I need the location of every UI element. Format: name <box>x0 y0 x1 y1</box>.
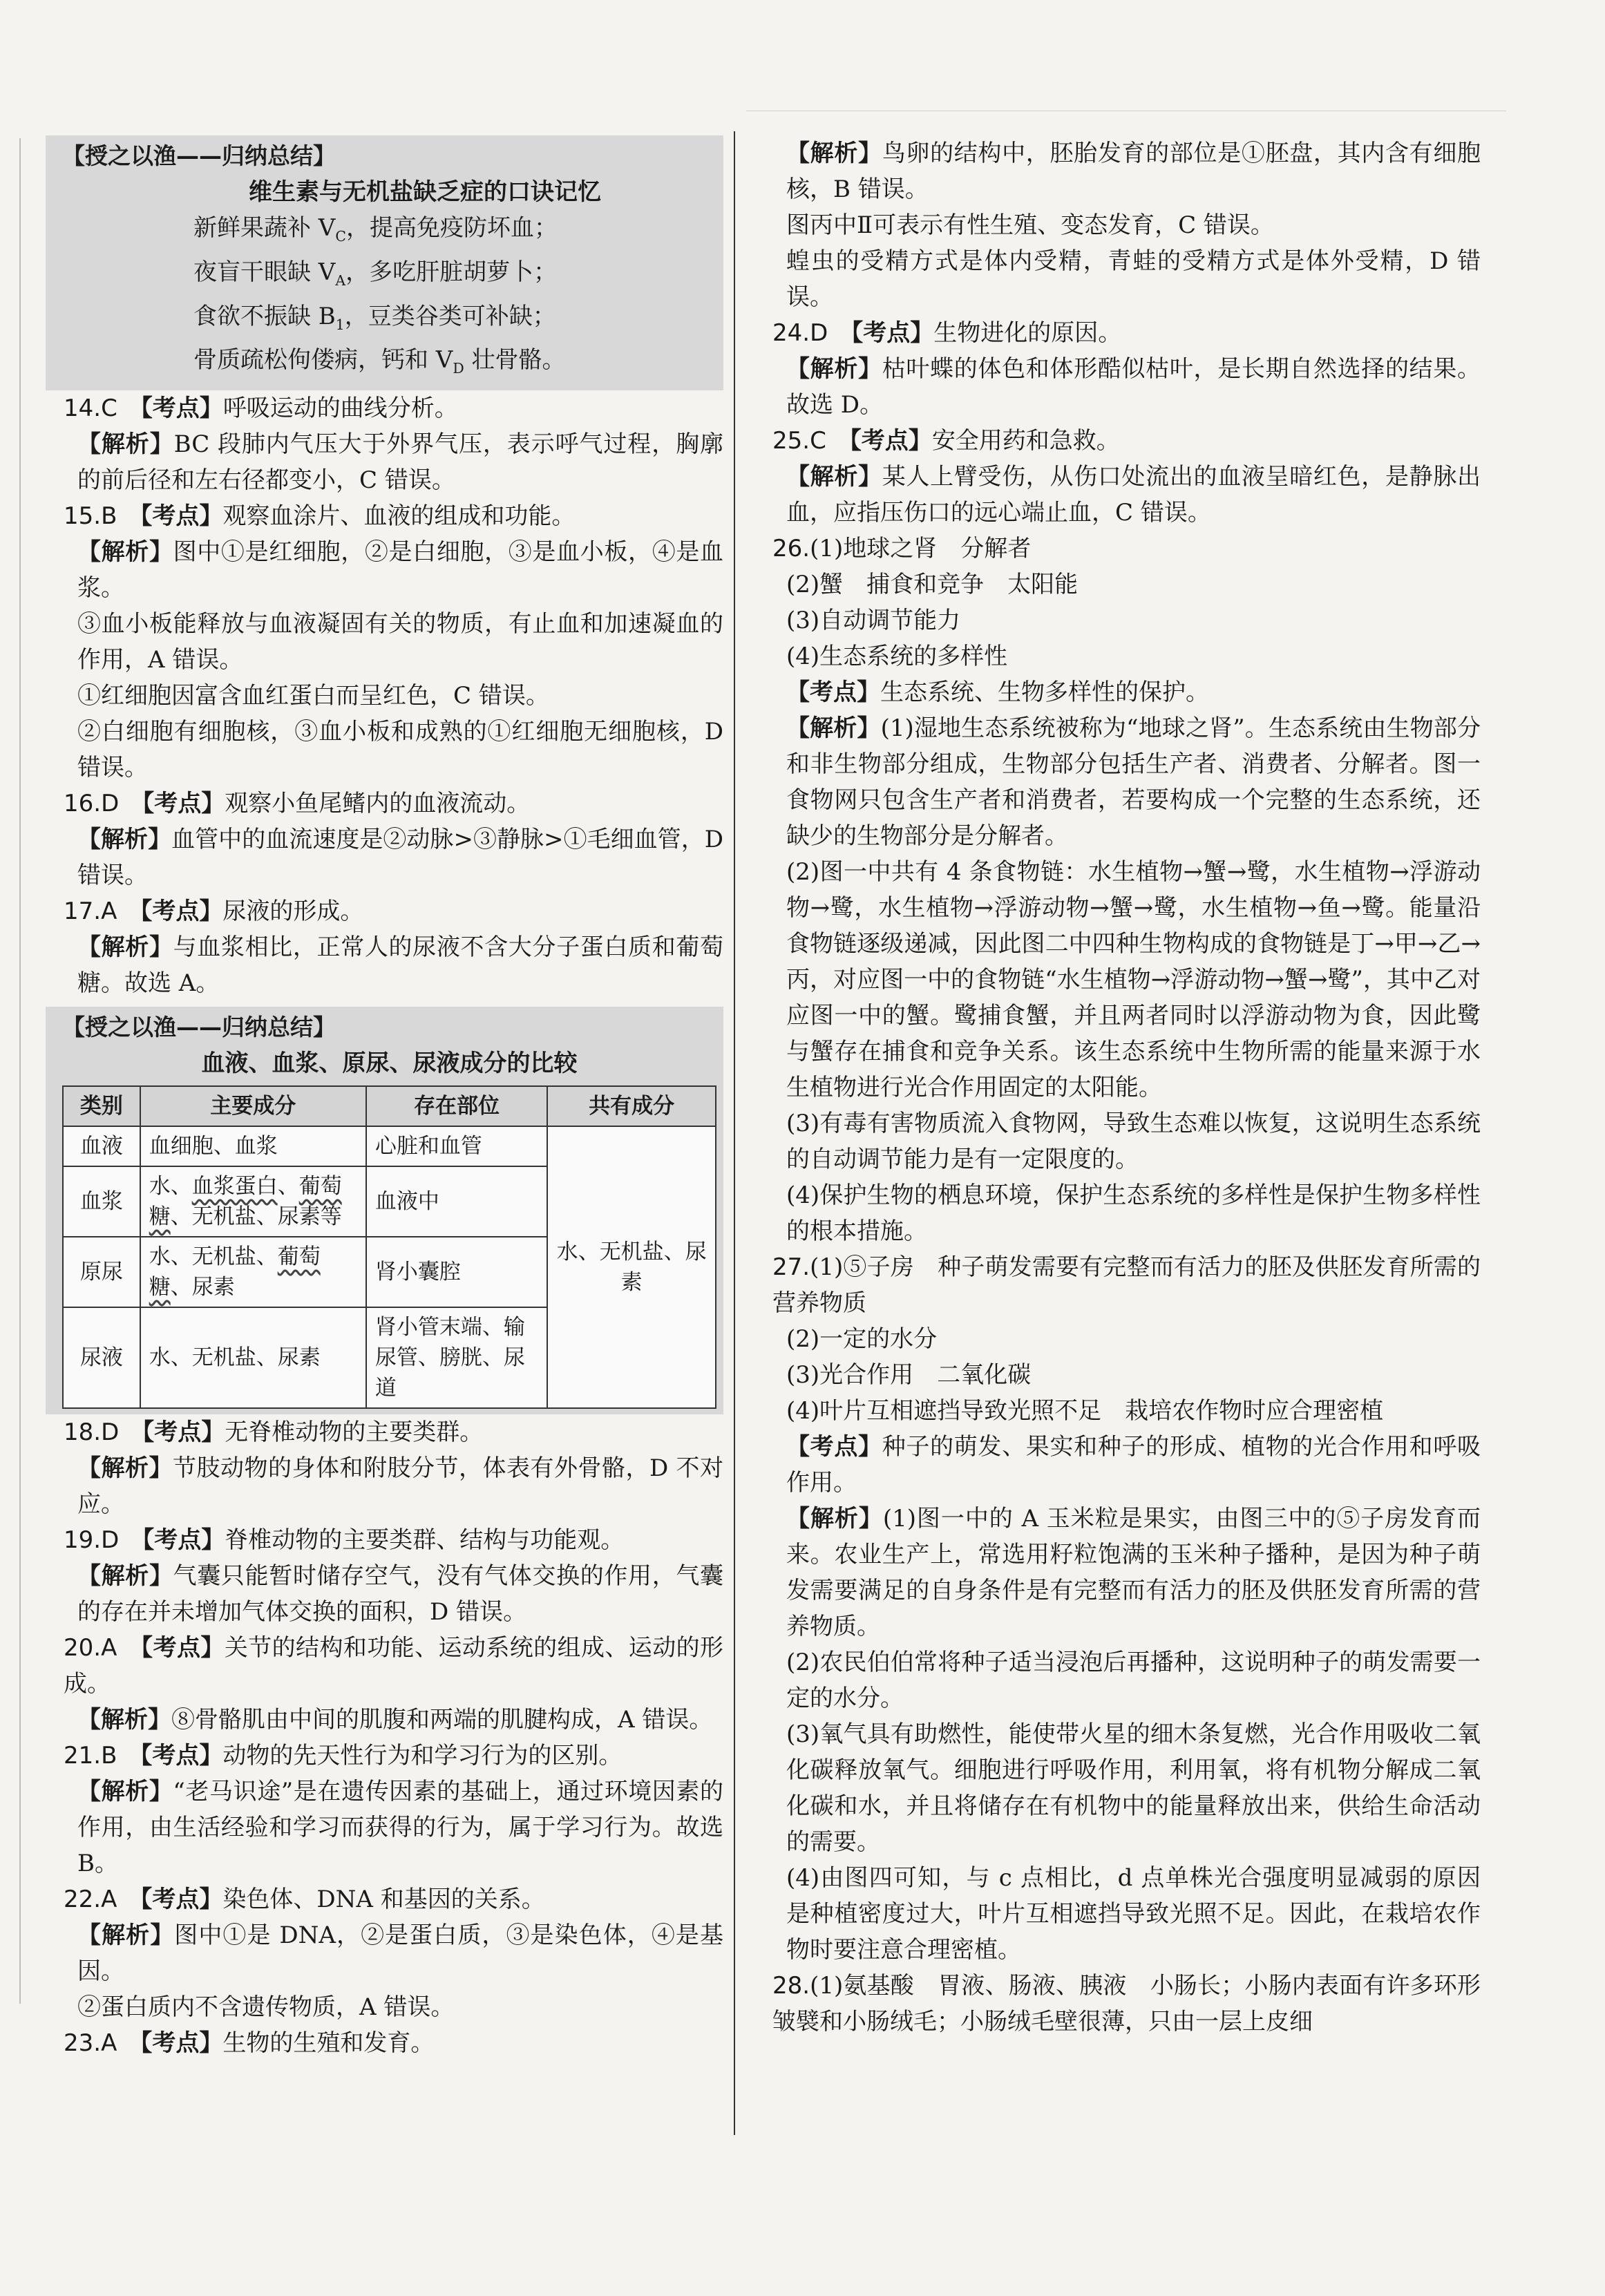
summary-box-heading: 维生素与无机盐缺乏症的口诀记忆 <box>249 178 601 206</box>
answer-17: 17.A 【考点】尿液的形成。 【解析】与血浆相比，正常人的尿液不含大分子蛋白质和葡萄糖。故选 A。 <box>64 898 724 998</box>
answer-16: 16.D 【考点】观察小鱼尾鳍内的血液流动。 【解析】血管中的血流速度是②动脉>③静脉>①毛细血管，D 错误。 <box>64 790 723 890</box>
left-margin-rule <box>19 138 21 2004</box>
summary-box-title: 【授之以渔——归纳总结】 <box>62 142 336 169</box>
table-header-row <box>63 1086 716 1126</box>
answer-26: 26.(1)地球之肾 分解者 (2)蟹 捕食和竞争 太阳能 (3)自动调节能力 (4)生态系统的多样性 【考点】生态系统、生物多样性的保护。 【解析】(1)湿地生态系统被称为“地球之肾”。生态系统由生物部分和非生物部分组成，生物部分包括生产者、消费者、分解者。图一食物网只包含生产者和消费者，若要构成一个完整的生态系统，还缺少的生物部分是分解者。 (2)图一中共有 4 条食物链：水生植物→蟹→鹭，水生植物→浮游动物→鹭，水生植物→浮游动物→蟹→鹭，水生植物→鱼→鹭。能量沿食物链逐级递减，因此图二中四种生物构成的食物链是丁→甲→乙→丙，对应图一中的食物链“水生植物→浮游动物→蟹→鹭”，其中乙对应图一中的蟹。鹭捕食蟹，并且两者同时以浮游动物为食，因此鹭与蟹存在捕食和竞争关系。该生态系统中生物所需的能量来源于水生植物进行光合作用固定的太阳能。 (3)有毒有害物质流入食物网，导致生态难以恢复，这说明生态系统的自动调节能力是有一定限度的。 (4)保护生物的栖息环境，保护生态系统的多样性是保护生物多样性的根本措施。 <box>772 535 1481 1245</box>
summary-box-blood <box>46 1007 723 1414</box>
table-cell: 心脏和血管 <box>366 1126 547 1166</box>
answer-28: 28.(1)氨基酸 胃液、肠液、胰液 小肠长；小肠内表面有许多环形皱襞和小肠绒毛；小肠绒毛壁很薄，只由一层上皮细 <box>772 1972 1481 2036</box>
mnemonic-line: 新鲜果蔬补 $V_C$，提高免疫防坏血； <box>193 214 558 245</box>
table-cell: 水、血浆蛋白、葡萄糖、无机盐、尿素等 <box>140 1166 366 1237</box>
summary-box-heading: 血液、血浆、原尿、尿液成分的比较 <box>201 1050 578 1078</box>
mnemonic-line: 食欲不振缺 $B_1$，豆类谷类可补缺； <box>193 302 556 333</box>
table-header: 主要成分 <box>140 1086 366 1126</box>
answer-24: 24.D 【考点】生物进化的原因。 【解析】枯叶蝶的体色和体形酷似枯叶，是长期自然选择的结果。故选 D。 <box>772 319 1481 419</box>
table-cell: 尿液 <box>63 1307 140 1408</box>
answer-20: 20.A 【考点】关节的结构和功能、运动系统的组成、运动的形成。 【解析】⑧骨骼肌由中间的肌腹和两端的肌腱构成，A 错误。 <box>64 1634 724 1734</box>
summary-box-vitamins <box>46 135 723 390</box>
table-cell: 肾小囊腔 <box>366 1237 547 1307</box>
table-cell: 肾小管末端、输尿管、膀胱、尿道 <box>366 1307 547 1408</box>
table-cell: 水、无机盐、葡萄糖、尿素 <box>140 1237 366 1307</box>
answer-15: 15.B 【考点】观察血涂片、血液的组成和功能。 【解析】图中①是红细胞，②是白细胞，③是血小板，④是血浆。 ③血小板能释放与血液凝固有关的物质，有止血和加速凝血的作用，A 错误。 ①红细胞因富含血红蛋白而呈红色，C 错误。 ②白细胞有细胞核，③血小板和成熟的①红细胞无细胞核，D 错误。 <box>64 502 724 782</box>
answer-18: 18.D 【考点】无脊椎动物的主要类群。 【解析】节肢动物的身体和附肢分节，体表有外骨骼，D 不对应。 <box>64 1419 723 1519</box>
table-header: 共有成分 <box>547 1086 716 1126</box>
answer-23-head: 23.A 【考点】生物的生殖和发育。 <box>64 2029 435 2058</box>
table-cell: 血浆 <box>63 1166 140 1237</box>
table-cell-common: 水、无机盐、尿素 <box>547 1126 716 1408</box>
summary-box-title: 【授之以渔——归纳总结】 <box>62 1014 336 1041</box>
left-column <box>64 135 723 2061</box>
mnemonic-line: 骨质疏松佝偻病，钙和 $V_D$ 壮骨骼。 <box>193 346 566 377</box>
answer-21: 21.B 【考点】动物的先天性行为和学习行为的区别。 【解析】“老马识途”是在遗传因素的基础上，通过环境因素的作用，由生活经验和学习而获得的行为，属于学习行为。故选 B。 <box>64 1742 723 1878</box>
answer-23-body: 【解析】鸟卵的结构中，胚胎发育的部位是①胚盘，其内含有细胞核，B 错误。 图丙中Ⅱ可表示有性生殖、变态发育，C 错误。 蝗虫的受精方式是体内受精，青蛙的受精方式是体外受精，D 错误。 <box>786 140 1481 311</box>
table-cell: 血液 <box>63 1126 140 1166</box>
right-column <box>772 135 1481 2040</box>
table-row <box>63 1126 716 1166</box>
table-header: 类别 <box>63 1086 140 1126</box>
column-divider <box>734 131 735 2135</box>
table-cell: 血液中 <box>366 1166 547 1237</box>
table-cell: 血细胞、血浆 <box>140 1126 366 1166</box>
answer-22: 22.A 【考点】染色体、DNA 和基因的关系。 【解析】图中①是 DNA，②是蛋白质，③是染色体，④是基因。 ②蛋白质内不含遗传物质，A 错误。 <box>64 1886 724 2022</box>
table-cell: 原尿 <box>63 1237 140 1307</box>
answer-27: 27.(1)⑤子房 种子萌发需要有完整而有活力的胚及供胚发育所需的营养物质 (2)一定的水分 (3)光合作用 二氧化碳 (4)叶片互相遮挡导致光照不足 栽培农作物时应合理密植 【考点】种子的萌发、果实和种子的形成、植物的光合作用和呼吸作用。 【解析】(1)图一中的 A 玉米粒是果实，由图三中的⑤子房发育而来。农业生产上，常选用籽粒饱满的玉米种子播种，是因为种子萌发需要满足的自身条件是有完整而有活力的胚及供胚发育所需的营养物质。 (2)农民伯伯常将种子适当浸泡后再播种，这说明种子的萌发需要一定的水分。 (3)氧气具有助燃性，能使带火星的细木条复燃，光合作用吸收二氧化碳释放氧气。细胞进行呼吸作用，利用氧，将有机物分解成二氧化碳和水，并且将储存在有机物中的能量释放出来，供给生命活动的需要。 (4)由图四可知，与 c 点相比，d 点单株光合强度明显减弱的原因是种植密度过大，叶片互相遮挡导致光照不足。因此，在栽培农作物时要注意合理密植。 <box>772 1253 1481 1964</box>
answer-19: 19.D 【考点】脊椎动物的主要类群、结构与功能观。 【解析】气囊只能暂时储存空气，没有气体交换的作用，气囊的存在并未增加气体交换的面积，D 错误。 <box>64 1526 724 1626</box>
table-cell: 水、无机盐、尿素 <box>140 1307 366 1408</box>
answer-14: 14.C 【考点】呼吸运动的曲线分析。 【解析】BC 段肺内气压大于外界气压，表示呼气过程，胸廓的前后径和左右径都变小，C 错误。 <box>64 395 724 495</box>
comparison-table <box>62 1085 716 1409</box>
table-header: 存在部位 <box>366 1086 547 1126</box>
mnemonic-line: 夜盲干眼缺 $V_A$，多吃肝脏胡萝卜； <box>193 258 558 289</box>
answer-25: 25.C 【考点】安全用药和急救。 【解析】某人上臂受伤，从伤口处流出的血液呈暗红色，是静脉出血，应指压伤口的远心端止血，C 错误。 <box>772 427 1481 526</box>
